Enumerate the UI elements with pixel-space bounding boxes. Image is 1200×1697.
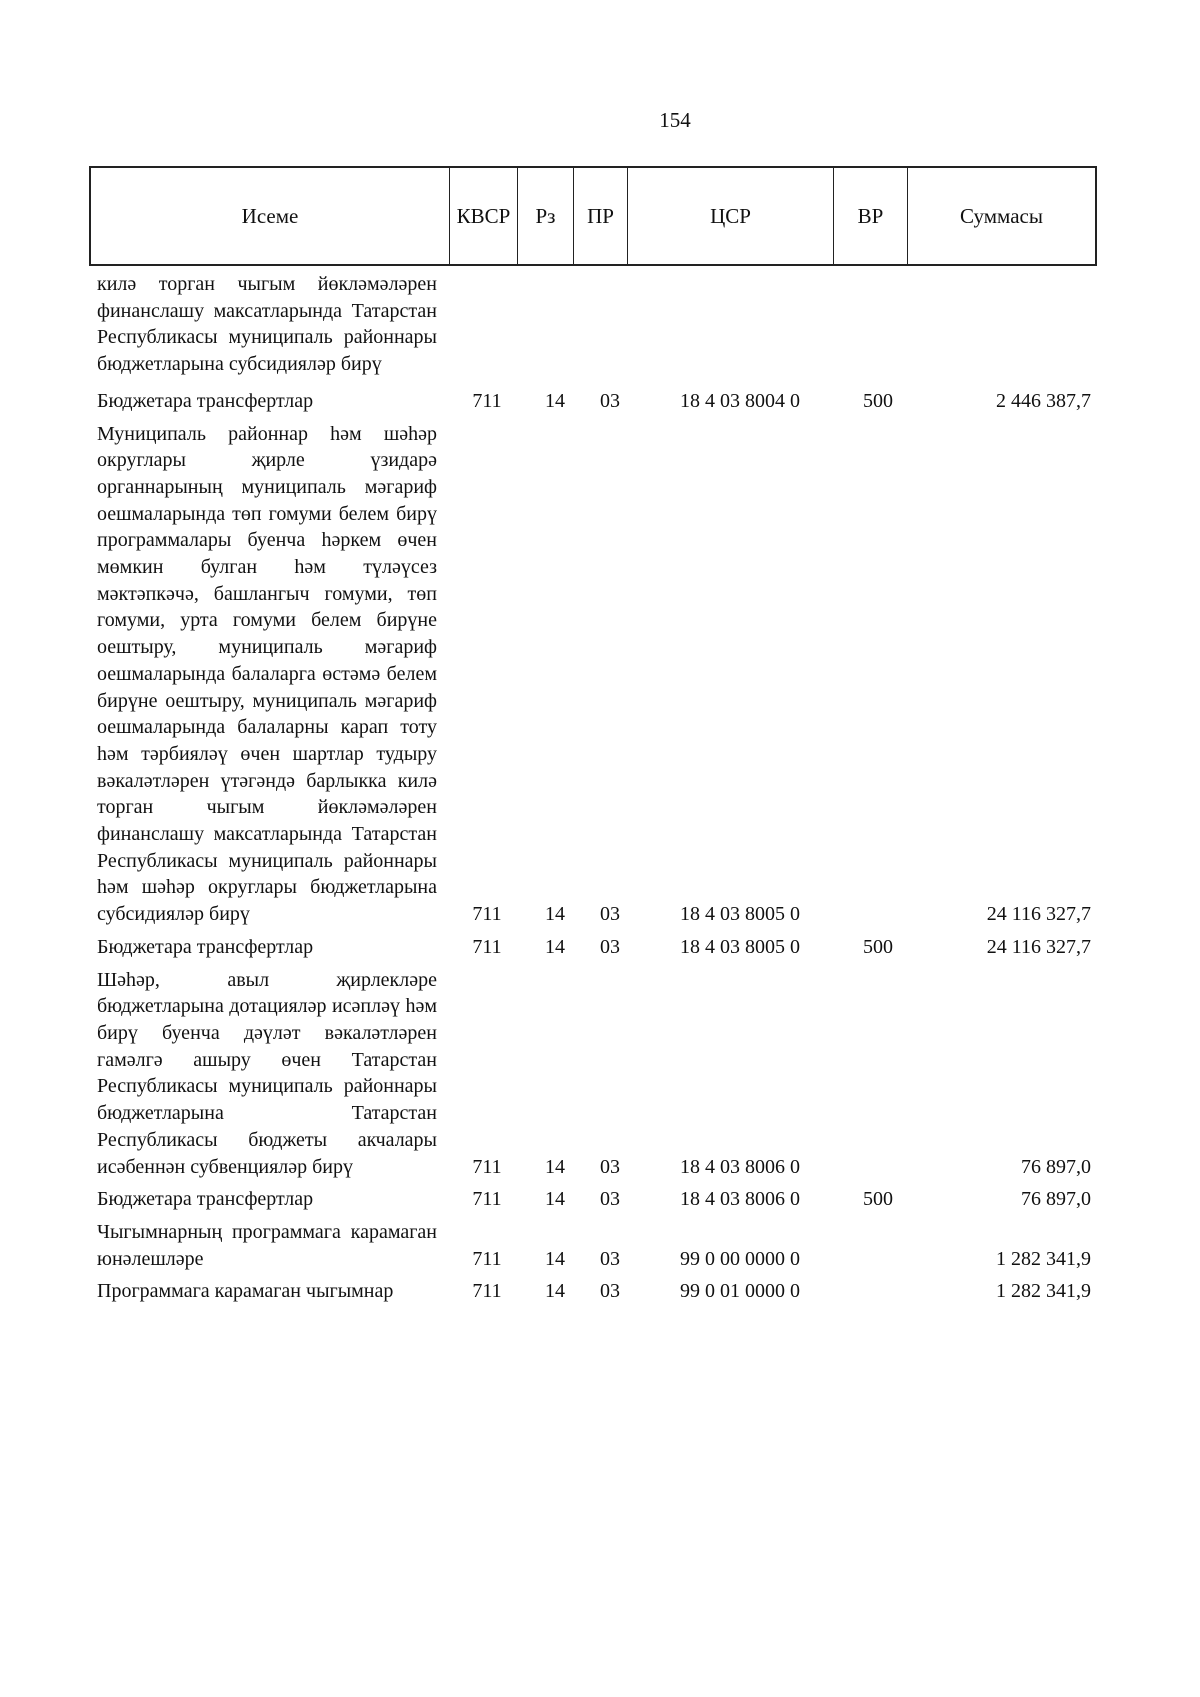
row-pr: 03 [600, 903, 620, 926]
header-kvsr: КВСР [450, 168, 518, 264]
row-pr: 03 [600, 1188, 620, 1211]
row-rz: 14 [545, 935, 565, 958]
header-rz: Рз [518, 168, 574, 264]
row-csr: 99 0 00 0000 0 [680, 1247, 800, 1270]
row-kvsr: 711 [472, 1280, 502, 1303]
header-csr: ЦСР [628, 168, 834, 264]
row-rz: 14 [545, 389, 565, 412]
row-pr: 03 [600, 935, 620, 958]
table-row [97, 1186, 1097, 1213]
table-row [97, 934, 1097, 961]
row-sum: 2 446 387,7 [996, 389, 1091, 412]
table-row [97, 388, 1097, 415]
row-csr: 18 4 03 8004 0 [680, 389, 800, 412]
table-row [97, 421, 1097, 928]
row-rz: 14 [545, 903, 565, 926]
row-name: Муниципаль районнар һәм шәһәр округлары җирле үзидарә органнарының муниципаль мәгариф оешмаларында төп гомуми белем бирү программалары буенча һәркем өчен мөмкин булган һәм түләүсез мәктәпкәчә, башлангыч гомуми, төп гомуми, урта гомуми белем бирүне оештыру, муниципаль мәгариф оешмаларында балаларга өстәмә белем бирүне оештыру, муниципаль мәгариф оешмаларында балаларны карап тоту һәм тәрбияләү өчен шартлар тудыру вәкаләтләрен үтәгәндә барлыкка килә торган чыгым йөкләмәләрен финанслашу максатларында Татарстан Республикасы муниципаль районнары һәм шәһәр округлары бюджетларына субсидияләр бирү [97, 422, 437, 926]
row-name: Программага карамаган чыгымнар [97, 1280, 394, 1303]
row-csr: 99 0 01 0000 0 [680, 1280, 800, 1303]
row-name: Чыгымнарның программага карамаган юнәлешләре [97, 1220, 437, 1270]
row-vr: 500 [863, 1188, 893, 1211]
row-kvsr: 711 [472, 935, 502, 958]
row-csr: 18 4 03 8005 0 [680, 935, 800, 958]
row-rz: 14 [545, 1280, 565, 1303]
header-vr: ВР [834, 168, 908, 264]
row-vr: 500 [863, 389, 893, 412]
row-pr: 03 [600, 389, 620, 412]
row-kvsr: 711 [472, 903, 502, 926]
table-row [97, 271, 1097, 378]
row-rz: 14 [545, 1247, 565, 1270]
row-pr: 03 [600, 1247, 620, 1270]
row-name: Бюджетара трансфертлар [97, 389, 314, 412]
row-sum: 76 897,0 [1021, 1155, 1091, 1178]
row-sum: 24 116 327,7 [986, 935, 1091, 958]
row-sum: 24 116 327,7 [986, 903, 1091, 926]
row-rz: 14 [545, 1155, 565, 1178]
row-csr: 18 4 03 8006 0 [680, 1155, 800, 1178]
row-name: килә торган чыгым йөкләмәләрен финанслашу максатларында Татарстан Республикасы муниципаль районнары бюджетларына субсидияләр бирү [97, 273, 437, 376]
row-sum: 1 282 341,9 [996, 1280, 1091, 1303]
table-header [89, 166, 1097, 266]
header-sum: Суммасы [960, 203, 1043, 228]
table-row [97, 1278, 1097, 1305]
header-name: Исеме [91, 168, 450, 264]
row-kvsr: 711 [472, 1155, 502, 1178]
row-csr: 18 4 03 8006 0 [680, 1188, 800, 1211]
row-csr: 18 4 03 8005 0 [680, 903, 800, 926]
row-pr: 03 [600, 1280, 620, 1303]
row-vr: 500 [863, 935, 893, 958]
page-number: 154 [659, 108, 691, 132]
row-name: Шәһәр, авыл җирлекләре бюджетларына дотацияләр исәпләү һәм бирү буенча дәүләт вәкаләтләрен гамәлгә ашыру өчен Татарстан Республикасы муниципаль районнары бюджетларына Татарстан Республикасы бюджеты акчалары исәбеннән субвенцияләр бирү [97, 968, 437, 1178]
row-sum: 76 897,0 [1021, 1188, 1091, 1211]
row-kvsr: 711 [472, 1188, 502, 1211]
row-kvsr: 711 [472, 1247, 502, 1270]
row-name: Бюджетара трансфертлар [97, 1188, 314, 1211]
table-body [97, 271, 1097, 1311]
row-rz: 14 [545, 1188, 565, 1211]
row-pr: 03 [600, 1155, 620, 1178]
header-pr: ПР [574, 168, 628, 264]
table-row [97, 967, 1097, 1181]
row-sum: 1 282 341,9 [996, 1247, 1091, 1270]
row-kvsr: 711 [472, 389, 502, 412]
table-row [97, 1219, 1097, 1272]
row-name: Бюджетара трансфертлар [97, 935, 314, 958]
